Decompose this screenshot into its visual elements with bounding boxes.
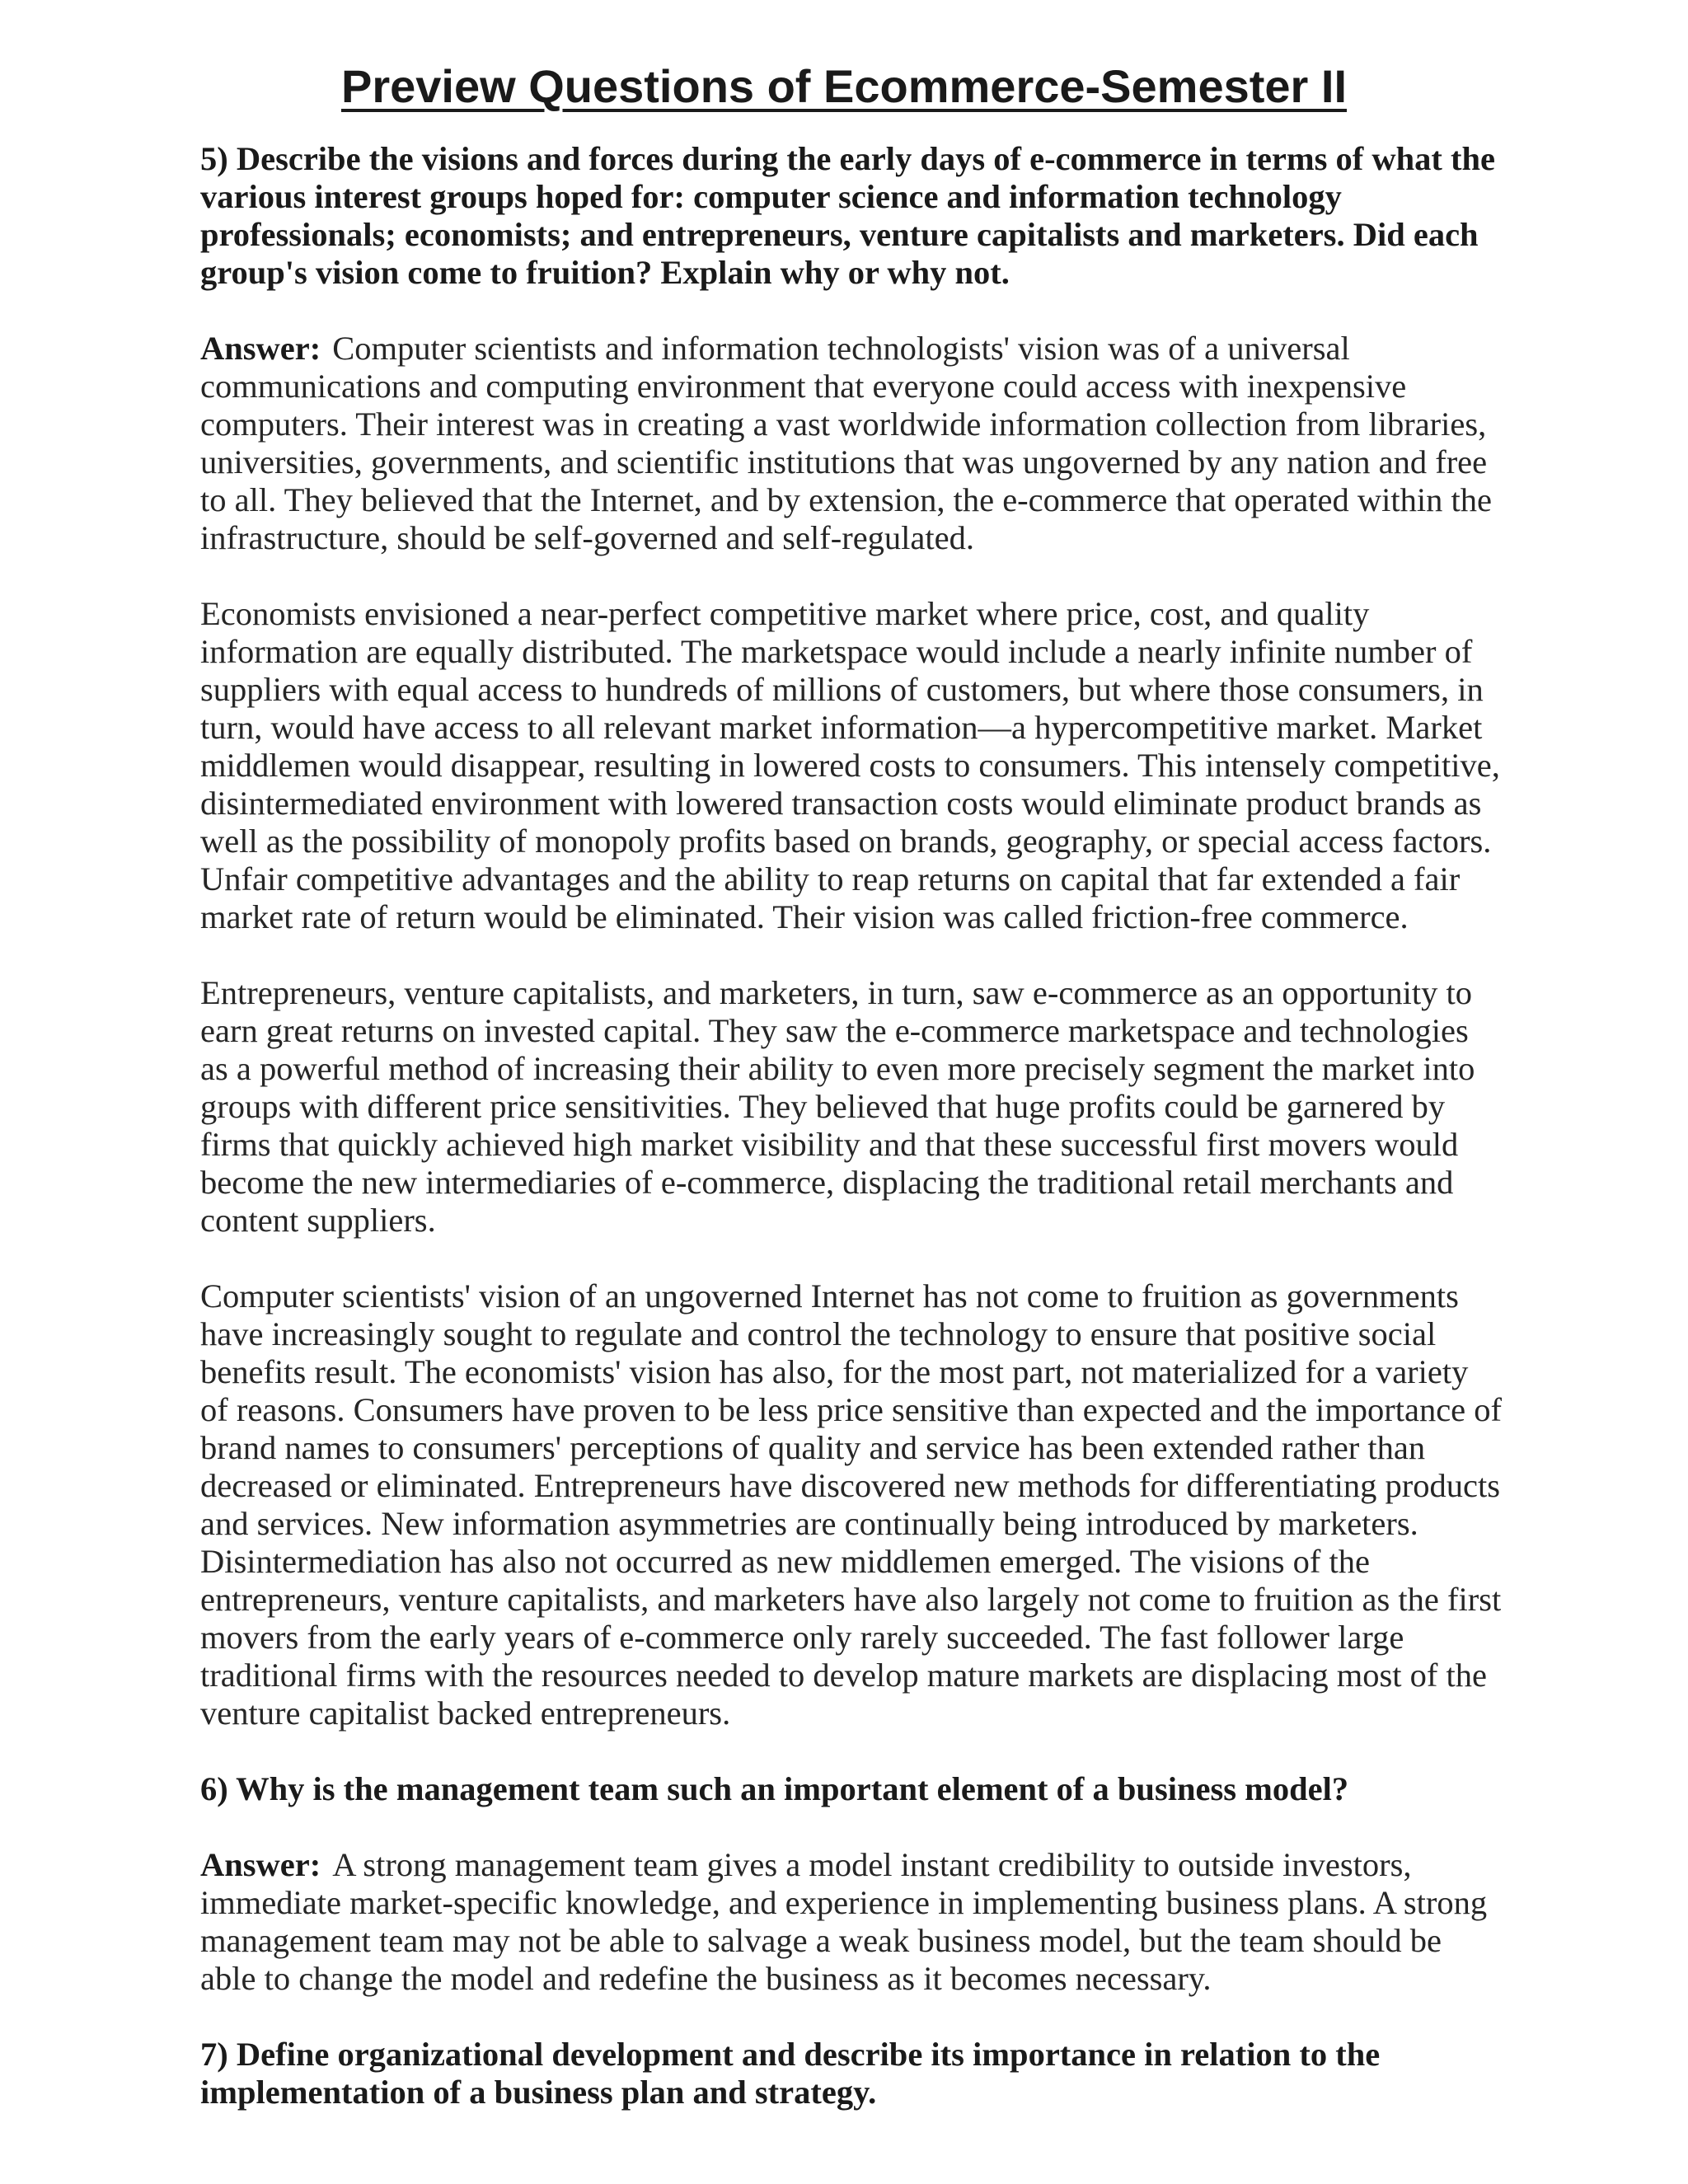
answer-5-paragraph-4: Computer scientists' vision of an ungoverned Internet has not come to fruition as governments have increasingly sought to regulate and control the technology to ensure that positive social benefits result. The economists' vision has also, for the most part, not materialized for a variety of reasons. Consumers have proven to be less price sensitive than expected and the importance of brand names to consumers' perceptions of quality and service has been extended rather than decreased or eliminated. Entrepreneurs have discovered new methods for differentiating products and services. New information asymmetries are continually being introduced by marketers. Disintermediation has also not occurred as new middlemen emerged. The visions of the entrepreneurs, venture capitalists, and marketers have also largely not come to fruition as the first movers from the early years of e-commerce only rarely succeeded. The fast follower large traditional firms with the resources needed to develop mature markets are displacing most of the venture capitalist backed entrepreneurs. <box>200 1277 1503 1732</box>
answer-6-paragraph-1 <box>200 1846 1503 1998</box>
answer-5-paragraph-1 <box>200 330 1503 557</box>
question-5: 5) Describe the visions and forces during the early days of e-commerce in terms of what the various interest groups hoped for: computer science and information technology professionals; economists; and entrepreneurs, venture capitalists and marketers. Did each group's vision come to fruition? Explain why or why not. <box>200 140 1495 291</box>
question-6-section <box>200 1770 1503 1998</box>
answer-5-text-1: Computer scientists and information technologists' vision was of a universal communications and computing environment that everyone could access with inexpensive computers. Their interest was in creating a vast worldwide information collection from libraries, universities, governments, and scientific institutions that was ungoverned by any nation and free to all. They believed that the Internet, and by extension, the e-commerce that operated within the infrastructure, should be self-governed and self-regulated. <box>200 330 1492 556</box>
answer-label: Answer: <box>200 1846 321 1883</box>
question-6: 6) Why is the management team such an important element of a business model? <box>200 1770 1349 1807</box>
page-title: Preview Questions of Ecommerce-Semester II <box>340 60 1348 112</box>
question-7: 7) Define organizational development and describe its importance in relation to the implementation of a business plan and strategy. <box>200 2036 1381 2111</box>
answer-5-paragraph-3: Entrepreneurs, venture capitalists, and marketers, in turn, saw e-commerce as an opportunity to earn great returns on invested capital. They saw the e-commerce marketspace and technologies as a powerful method of increasing their ability to even more precisely segment the market into groups with different price sensitivities. They believed that huge profits could be garnered by firms that quickly achieved high market visibility and that these successful first movers would become the new intermediaries of e-commerce, displacing the traditional retail merchants and content suppliers. <box>200 974 1475 1239</box>
question-5-section <box>200 140 1503 1732</box>
answer-5-paragraph-2: Economists envisioned a near-perfect competitive market where price, cost, and quality information are equally distributed. The marketspace would include a nearly infinite number of suppliers with equal access to hundreds of millions of customers, but where those consumers, in turn, would have access to all relevant market information—a hypercompetitive market. Market middlemen would disappear, resulting in lowered costs to consumers. This intensely competitive, disintermediated environment with lowered transaction costs would eliminate product brands as well as the possibility of monopoly profits based on brands, geography, or special access factors. Unfair competitive advantages and the ability to reap returns on capital that far extended a fair market rate of return would be eliminated. Their vision was called friction-free commerce. <box>200 595 1500 935</box>
document-body <box>200 140 1503 2149</box>
question-7-section <box>200 2036 1503 2111</box>
answer-label: Answer: <box>200 330 321 367</box>
answer-6-text-1: A strong management team gives a model instant credibility to outside investors, immediate market-specific knowledge, and experience in implementing business plans. A strong management team may not be able to salvage a weak business model, but the team should be able to change the model and redefine the business as it becomes necessary. <box>200 1846 1488 1997</box>
